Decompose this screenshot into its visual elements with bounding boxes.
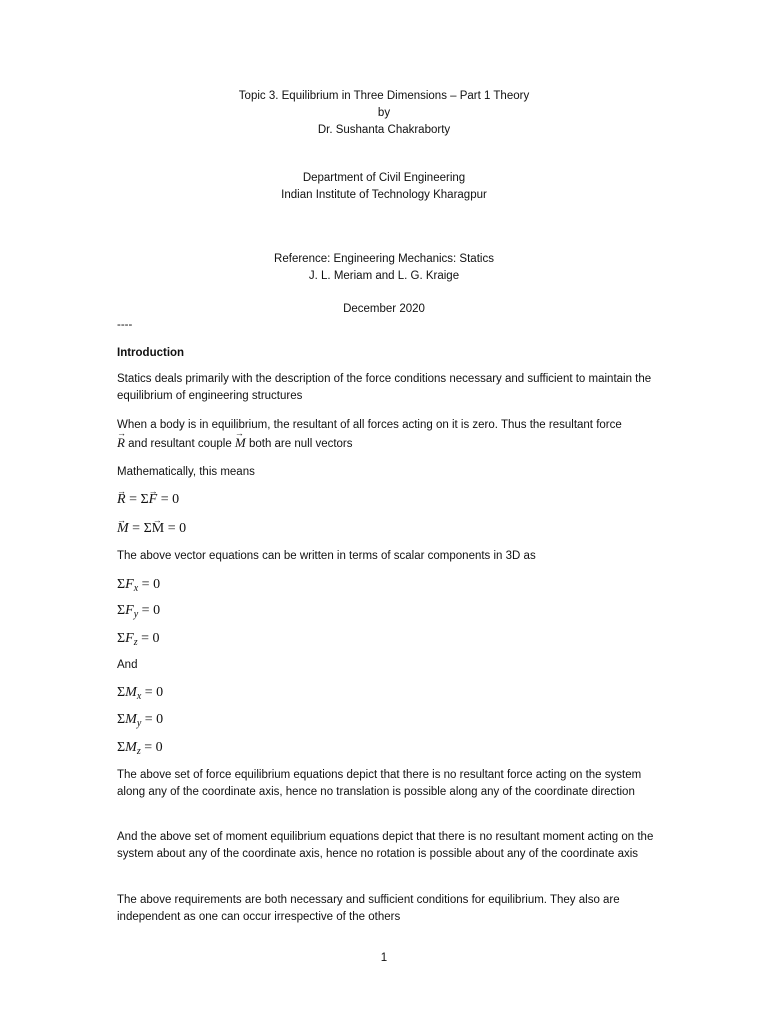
symbol-f: F [125, 603, 134, 618]
paragraph-equilibrium-mid: and resultant couple [124, 438, 235, 450]
subscript-z: z [136, 746, 141, 757]
sigma-symbol: Σ [143, 521, 152, 536]
equals-sign: = [125, 492, 141, 507]
symbol-f: F [125, 631, 134, 646]
symbol-m: M [125, 712, 137, 727]
paragraph-equilibrium-end: both are null vectors [245, 438, 353, 450]
subscript-y: y [133, 609, 139, 620]
equation-sum-mz [117, 739, 163, 757]
equation-moment-resultant [117, 520, 186, 538]
subscript-z: z [133, 637, 138, 648]
sigma-symbol: Σ [117, 631, 126, 646]
symbol-m: M [125, 740, 137, 755]
paragraph-conditions: The above requirements are both necessary and sufficient conditions for equilibrium. They also are independent as one can occur irrespective of the others [117, 894, 620, 923]
vector-m: M → [117, 520, 129, 538]
equals-zero: = 0 [140, 740, 163, 755]
vector-f: F → [149, 491, 158, 509]
vector-r: R → [117, 491, 126, 509]
doc-title: Topic 3. Equilibrium in Three Dimensions – Part 1 Theory [238, 90, 530, 102]
paragraph-scalar: The above vector equations can be written in terms of scalar components in 3D as [117, 550, 536, 562]
equation-sum-fx [117, 576, 160, 594]
sigma-symbol: Σ [117, 603, 126, 618]
sigma-symbol: Σ [117, 740, 126, 755]
sigma-symbol: Σ [117, 685, 126, 700]
equals-zero: = 0 [137, 631, 160, 646]
equals-zero: = 0 [141, 685, 164, 700]
paragraph-moment-equilibrium: And the above set of moment equilibrium equations depict that there is no resultant moment acting on the system about any of the coordinate axis, hence no rotation is possible about any of the coordinate axis [117, 831, 654, 860]
paragraph-equilibrium [117, 417, 657, 453]
and-label: And [117, 659, 138, 671]
page-number: 1 [380, 952, 388, 964]
equation-sum-fz [117, 630, 160, 648]
equals-zero: = 0 [138, 577, 161, 592]
equals-zero: = 0 [164, 521, 187, 536]
institute: Indian Institute of Technology Kharagpur [281, 189, 487, 201]
symbol-f: F [125, 577, 134, 592]
equation-sum-mx [117, 684, 163, 702]
author: Dr. Sushanta Chakraborty [317, 124, 451, 136]
sigma-symbol: Σ [117, 712, 126, 727]
subscript-x: x [136, 691, 142, 702]
sigma-symbol: Σ [140, 492, 149, 507]
reference: Reference: Engineering Mechanics: Statics [274, 253, 494, 265]
equals-sign: = [128, 521, 144, 536]
equals-zero: = 0 [141, 712, 164, 727]
paragraph-mathematically: Mathematically, this means [117, 466, 255, 478]
vector-m: M → [235, 434, 246, 451]
sigma-symbol: Σ [117, 577, 126, 592]
separator: ---- [117, 319, 133, 331]
symbol-m: M [125, 685, 137, 700]
subscript-y: y [136, 718, 142, 729]
equation-sum-fy [117, 602, 160, 620]
equation-force-resultant [117, 491, 179, 509]
equals-zero: = 0 [157, 492, 180, 507]
paragraph-force-equilibrium: The above set of force equilibrium equations depict that there is no resultant force acting on the system along any of the coordinate axis, hence no translation is possible along any of the coordinate direction [117, 769, 642, 798]
subscript-x: x [133, 583, 139, 594]
date: December 2020 [343, 303, 425, 315]
by-line: by [377, 107, 391, 119]
vector-moment: M → [152, 520, 164, 538]
equation-sum-my [117, 711, 163, 729]
paragraph-equilibrium-line1: When a body is in equilibrium, the resultant of all forces acting on it is zero. Thus the resultant force [117, 419, 622, 431]
reference-authors: J. L. Meriam and L. G. Kraige [308, 270, 460, 282]
equals-zero: = 0 [138, 603, 161, 618]
vector-r: R → [117, 434, 125, 451]
section-heading: Introduction [117, 347, 185, 359]
department: Department of Civil Engineering [302, 172, 466, 184]
paragraph-statics: Statics deals primarily with the description of the force conditions necessary and sufficient to maintain the equilibrium of engineering structures [117, 373, 652, 402]
